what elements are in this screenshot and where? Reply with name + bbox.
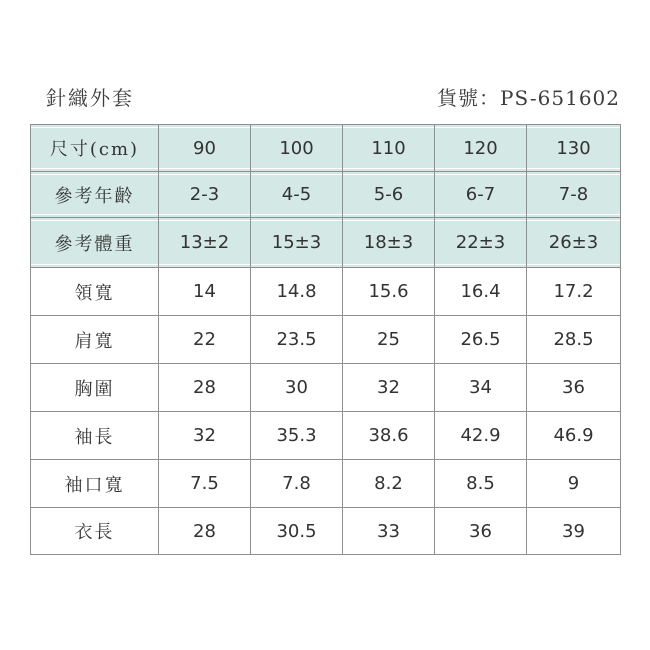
- size-chart-table: [30, 124, 621, 555]
- table-cell: 25: [343, 316, 435, 364]
- table-row-size: [31, 125, 621, 172]
- table-cell: 34: [435, 364, 527, 412]
- table-cell: 39: [527, 508, 621, 555]
- table-cell: 30.5: [251, 508, 343, 555]
- table-cell: 2-3: [159, 172, 251, 218]
- table-cell: 36: [435, 508, 527, 555]
- row-label: 衣長: [31, 508, 159, 555]
- table-cell: 46.9: [527, 412, 621, 460]
- table-cell: 23.5: [251, 316, 343, 364]
- table-cell: 22±3: [435, 218, 527, 268]
- product-title: 針織外套: [46, 86, 134, 110]
- table-cell: 6-7: [435, 172, 527, 218]
- row-label: 尺寸(cm): [31, 125, 159, 172]
- table-cell: 18±3: [343, 218, 435, 268]
- table-row-weight: [31, 218, 621, 268]
- table-cell: 8.2: [343, 460, 435, 508]
- table-cell: 35.3: [251, 412, 343, 460]
- row-label: 參考年齡: [31, 172, 159, 218]
- table-cell: 26.5: [435, 316, 527, 364]
- table-cell: 30: [251, 364, 343, 412]
- item-number: 貨號：PS-651602: [437, 86, 620, 110]
- table-cell: 16.4: [435, 268, 527, 316]
- table-cell: 42.9: [435, 412, 527, 460]
- row-label: 胸圍: [31, 364, 159, 412]
- row-label: 參考體重: [31, 218, 159, 268]
- table-cell: 7.8: [251, 460, 343, 508]
- table-cell: 17.2: [527, 268, 621, 316]
- row-label: 肩寬: [31, 316, 159, 364]
- table-cell: 130: [527, 125, 621, 172]
- table-cell: 14: [159, 268, 251, 316]
- table-row: [31, 316, 621, 364]
- table-cell: 90: [159, 125, 251, 172]
- table-cell: 4-5: [251, 172, 343, 218]
- table-cell: 5-6: [343, 172, 435, 218]
- table-cell: 100: [251, 125, 343, 172]
- table-row: [31, 508, 621, 555]
- table-cell: 28: [159, 508, 251, 555]
- table-cell: 13±2: [159, 218, 251, 268]
- row-label: 袖口寬: [31, 460, 159, 508]
- table-row: [31, 460, 621, 508]
- table-cell: 32: [343, 364, 435, 412]
- table-row: [31, 268, 621, 316]
- row-label: 袖長: [31, 412, 159, 460]
- table-cell: 120: [435, 125, 527, 172]
- table-cell: 32: [159, 412, 251, 460]
- table-row: [31, 412, 621, 460]
- table-cell: 110: [343, 125, 435, 172]
- table-cell: 14.8: [251, 268, 343, 316]
- table-row: [31, 364, 621, 412]
- table-cell: 9: [527, 460, 621, 508]
- table-cell: 15.6: [343, 268, 435, 316]
- table-cell: 28.5: [527, 316, 621, 364]
- table-cell: 7-8: [527, 172, 621, 218]
- table-cell: 15±3: [251, 218, 343, 268]
- table-cell: 36: [527, 364, 621, 412]
- table-cell: 38.6: [343, 412, 435, 460]
- table-cell: 7.5: [159, 460, 251, 508]
- table-cell: 28: [159, 364, 251, 412]
- table-row-age: [31, 172, 621, 218]
- table-cell: 8.5: [435, 460, 527, 508]
- row-label: 領寬: [31, 268, 159, 316]
- table-cell: 33: [343, 508, 435, 555]
- table-cell: 22: [159, 316, 251, 364]
- table-cell: 26±3: [527, 218, 621, 268]
